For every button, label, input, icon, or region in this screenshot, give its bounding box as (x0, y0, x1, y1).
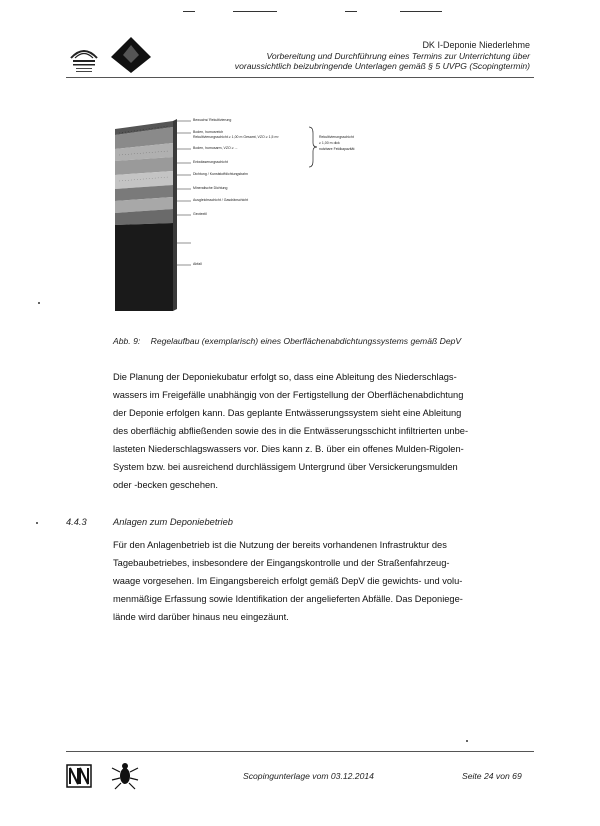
text-line: des oberflächig abfließenden sowie des in die Entwässerungsschicht infiltrierten unbe- (113, 426, 469, 436)
scan-mark (233, 11, 277, 12)
text-line: System bzw. bei ausreichend durchlässigem Untergrund über Versickerungsmulden (113, 462, 458, 472)
fig-label: Dichtung / Kunststoffdichtungsbahn (193, 172, 249, 176)
text-line: Die Planung der Deponiekubatur erfolgt so, dass eine Ableitung des Niederschlags- (113, 372, 457, 382)
fig-bracket-note: ≥ 1,00 m dick (319, 141, 340, 145)
caption-text: Regelaufbau (exemplarisch) eines Oberflächenabdichtungssystems gemäß DepV (150, 336, 462, 346)
text-line: menmäßige Erfassung sowie Identifikation der angelieferten Abfälle. Das Deponiege- (113, 594, 463, 604)
insect-logo-icon (110, 760, 140, 790)
body-paragraph-1 (113, 368, 525, 494)
document-header (235, 40, 530, 72)
fig-bracket-note: Rekultivierungsschicht (319, 135, 354, 139)
capping-system-figure (113, 113, 355, 313)
section-title: Anlagen zum Deponiebetrieb (113, 517, 233, 527)
scan-mark (400, 11, 442, 12)
text-line: der Deponie erfolgen kann. Das geplante Entwässerungssystem sieht eine Ableitung (113, 408, 462, 418)
fig-label: Mineralische Dichtung (193, 186, 228, 190)
fig-label: Geotextil (193, 212, 207, 216)
fig-label: Abfall (193, 262, 202, 266)
scan-speck (38, 302, 40, 304)
scan-speck (36, 522, 38, 524)
fig-label: Rekultivierungsschicht ≥ 1,00 m Gesamt, VZO ≥ 1,5 m³ (193, 135, 279, 139)
scan-speck (466, 740, 468, 742)
text-line: Für den Anlagenbetrieb ist die Nutzung der bereits vorhandenen Infrastruktur des (113, 540, 447, 550)
caption-label: Abb. 9: (113, 336, 141, 346)
fig-label: Bewuchs/ Rekultivierung (193, 118, 232, 122)
fig-bracket-note: nutzbare Feldkapazität (319, 147, 355, 151)
soil-profile-diagram (113, 113, 343, 313)
fig-label: Boden, humusarm, VZO ≥ ... (193, 146, 238, 150)
text-line: wassers im Freigefälle unabhängig von der Fertigstellung der Oberflächenabdichtung (113, 390, 464, 400)
company-logo-left (67, 40, 101, 74)
text-line: waage vorgesehen. Im Eingangsbereich erfolgt gemäß DepV die gewichts- und volu- (113, 576, 463, 586)
body-paragraph-2 (113, 536, 525, 626)
page-number: Seite 24 von 69 (462, 771, 522, 781)
scan-mark (183, 11, 195, 12)
fig-label: Boden, humusreich (193, 130, 224, 134)
fig-label: Ausgleichsschicht / Gasdränschicht (193, 198, 249, 202)
fig-label: Entwässerungsschicht (193, 160, 228, 164)
header-rule (66, 77, 534, 78)
company-logo-right (109, 35, 153, 75)
text-line: oder -becken geschehen. (113, 480, 218, 490)
text-line: Tagebaubetriebes, insbesondere der Eingangskontrolle und der Straßenfahrzeug- (113, 558, 450, 568)
footer-center: Scopingunterlage vom 03.12.2014 (243, 771, 374, 781)
text-line: lände wird darüber hinaus neu eingezäunt. (113, 612, 289, 622)
figure-caption (113, 336, 461, 346)
footer-logo-left (66, 764, 92, 788)
footer-rule (66, 751, 534, 752)
header-subtitle-1: Vorbereitung und Durchführung eines Termins zur Unterrichtung über (266, 50, 530, 61)
section-number: 4.4.3 (66, 517, 87, 527)
header-project: DK I-Deponie Niederlehme (422, 40, 530, 50)
text-line: lasteten Niederschlagswassers vor. Dies kann z. B. über ein offenes Mulden-Rigolen- (113, 444, 464, 454)
scan-mark (345, 11, 357, 12)
header-subtitle-2: voraussichtlich beizubringende Unterlagen gemäß § 5 UVPG (Scopingtermin) (234, 61, 530, 71)
